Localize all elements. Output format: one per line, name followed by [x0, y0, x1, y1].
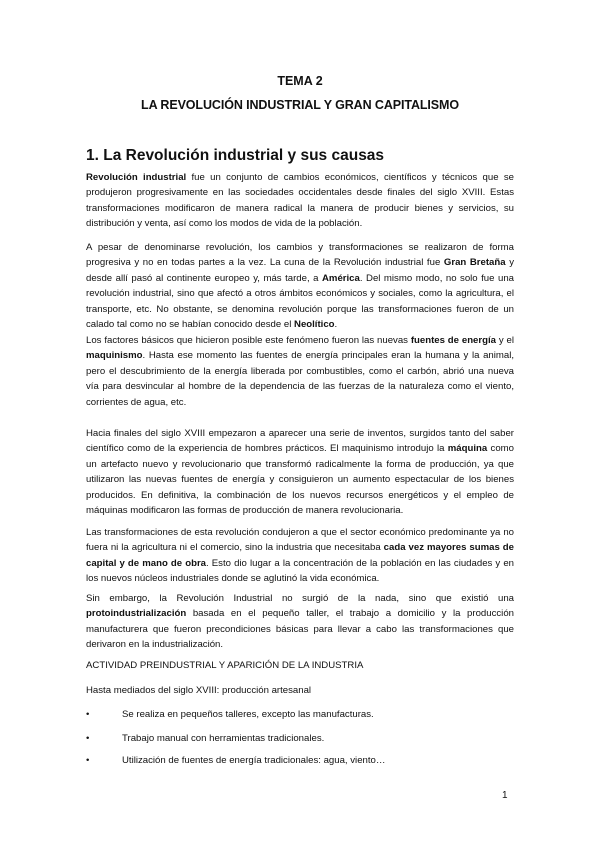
bullet-icon: •: [86, 709, 90, 720]
bold-term: cada vez mayores sumas de capital y de mano de obra: [86, 542, 515, 569]
list-item-text: Utilización de fuentes de energía tradicionales: agua, viento…: [122, 755, 386, 766]
paragraph-text: .: [334, 319, 338, 331]
topic-number: TEMA 2: [277, 74, 323, 88]
paragraph-text: . Del mismo modo, no solo fue una revolución industrial, sino que afectó a otros ámbitos económicos y sociales, como la agricultura, el transporte, etc. No obstante, se denomina revolución porque las transformaciones fueron de un calado tal como no se habían conocido desde el: [86, 272, 514, 331]
paragraph-text: . Hasta ese momento las fuentes de energía principales eran la humana y la animal, pero el descubrimiento de la energía liberada por combustibles, como el carbón, abrió una nueva vía para desvincular al hombre de la dependencia de las fuerzas de la naturaleza como el viento, corrientes de agua, etc.: [86, 350, 514, 408]
bold-term: Neolítico: [294, 319, 335, 331]
paragraph-3: [86, 333, 514, 410]
paragraph-text: Hacia finales del siglo XVIII empezaron a aparecer una serie de inventos, surgidos tanto del saber científico como de la experiencia de hombres prácticos. El maquinismo introdujo la: [86, 428, 514, 455]
paragraph-5: [86, 525, 514, 587]
paragraph-4: [86, 426, 514, 518]
paragraph-text: basada en el pequeño taller, el trabajo a domicilio y la producción manufacturera que fueron precondiciones básicas para llevar a cabo las transformaciones que derivaron en la industrialización.: [86, 608, 514, 651]
section-heading: 1. La Revolución industrial y sus causas: [86, 147, 385, 164]
bold-term: maquinismo: [86, 350, 143, 362]
activity-heading: ACTIVIDAD PREINDUSTRIAL Y APARICIÓN DE LA INDUSTRIA: [86, 660, 364, 671]
activity-subheading: Hasta mediados del siglo XVIII: producción artesanal: [86, 685, 312, 696]
paragraph-text: Sin embargo, la Revolución Industrial no surgió de la nada, sino que existió una: [86, 593, 514, 604]
paragraph-text: Los factores básicos que hicieron posible este fenómeno fueron las nuevas: [86, 335, 411, 346]
paragraph-text: como un artefacto nuevo y revolucionario que transformó radicalmente la forma de producción, ya que utilizaron las nuevas fuentes de energía y consiguieron un aumento espectacular de los bienes producidos. En definitiva, la combinación de los nuevos recursos energéticos y el empleo de máquinas modificaron las formas de producción de manera revolucionaria.: [86, 443, 514, 517]
bold-term: protoindustrialización: [86, 608, 187, 620]
bold-term: América: [321, 272, 360, 284]
bullet-icon: •: [86, 733, 90, 744]
bold-term: Gran Bretaña: [443, 257, 506, 269]
paragraph-6: [86, 591, 514, 653]
paragraph-text: fue un conjunto de cambios económicos, científicos y técnicos que se produjeron progresivamente en las sociedades occidentales desde finales del siglo XVIII. Estas transformaciones modificaron de manera radical la manera de producir bienes y servicios, su distribución y venta, así como los modos de vida de la población.: [86, 172, 514, 230]
paragraph-text: Las transformaciones de esta revolución condujeron a que el sector económico predominante ya no fuera ni la agricultura ni el comercio, sino la industria que necesitaba: [86, 527, 514, 554]
paragraph-text: y el: [496, 335, 514, 346]
bold-term: máquina: [447, 443, 488, 455]
paragraph-text: . Esto dio lugar a la concentración de la población en las ciudades y en los nuevos núcleos industriales donde se aglutinó la vida económica.: [86, 557, 514, 585]
document-title: LA REVOLUCIÓN INDUSTRIAL Y GRAN CAPITALISMO: [141, 98, 459, 112]
page-number: 1: [502, 790, 508, 801]
bullet-icon: •: [86, 755, 90, 766]
paragraph-text: A pesar de denominarse revolución, los cambios y transformaciones se realizaron de forma progresiva y no en todas partes a la vez. La cuna de la Revolución industrial fue: [86, 242, 514, 269]
bold-term: Revolución industrial: [86, 172, 187, 183]
list-item-text: Se realiza en pequeños talleres, excepto las manufacturas.: [122, 709, 374, 720]
list-item-text: Trabajo manual con herramientas tradicionales.: [122, 733, 325, 744]
paragraph-2: [86, 240, 514, 332]
bold-term: fuentes de energía: [410, 335, 496, 346]
paragraph-text: y desde allí pasó al continente europeo y, más tarde, a: [86, 257, 514, 284]
paragraph-1: [86, 170, 514, 232]
